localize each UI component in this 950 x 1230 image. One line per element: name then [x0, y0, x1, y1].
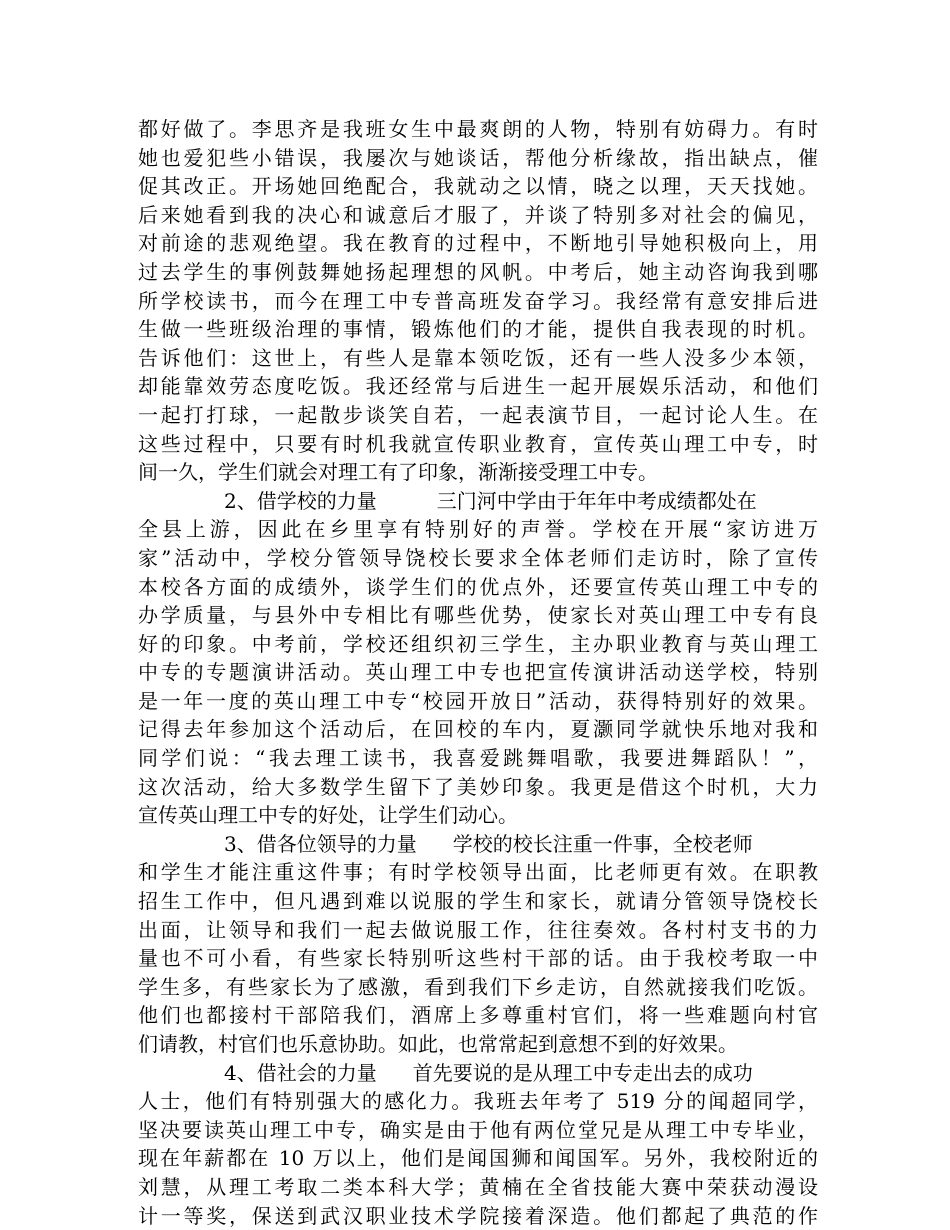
text-line: 却能靠效劳态度吃饭。我还经常与后进生一起开展娱乐活动，和他们 — [138, 374, 818, 399]
text-line: 计一等奖，保送到武汉职业技术学院接着深造。他们都起了典范的作 — [138, 1203, 818, 1228]
text-line: 他们也都接村干部陪我们，酒席上多尊重村官们，将一些难题向村官 — [138, 1003, 818, 1028]
section-first-line: 首先要说的是从理工中专走出去的成功 — [412, 1060, 753, 1085]
section-2 — [138, 487, 818, 830]
text-line: 出面，让领导和我们一起去做说服工作，往往奏效。各村村支书的力 — [138, 917, 818, 942]
text-line: 同学们说：“我去理工读书，我喜爱跳舞唱歌，我要进舞蹈队！”， — [138, 746, 818, 771]
text-line: 中专的专题演讲活动。英山理工中专也把宣传演讲活动送学校，特别 — [138, 660, 818, 685]
text-line: 记得去年参加这个活动后，在回校的车内，夏灏同学就快乐地对我和 — [138, 717, 818, 742]
section-heading: 2、借学校的力量 — [224, 488, 377, 513]
text-line: 间一久，学生们就会对理工有了印象，渐渐接受理工中专。 — [138, 460, 658, 485]
text-line: 这次活动，给大多数学生留下了美妙印象。我更是借这个时机，大力 — [138, 774, 818, 799]
text-line: 招生工作中，但凡遇到难以说服的学生和家长，就请分管领导饶校长 — [138, 889, 818, 914]
section-heading-line — [138, 487, 818, 516]
text-line: 学生多，有些家长为了感激，看到我们下乡走访，自然就接我们吃饭。 — [138, 974, 818, 999]
text-line: 办学质量，与县外中专相比有哪些优势，使家长对英山理工中专有良 — [138, 603, 818, 628]
text-line: 后来她看到我的决心和诚意后才服了，并谈了特别多对社会的偏见， — [138, 202, 818, 227]
text-line: 宣传英山理工中专的好处，让学生们动心。 — [138, 803, 518, 828]
section-4 — [138, 1059, 818, 1230]
section-heading: 4、借社会的力量 — [224, 1060, 377, 1085]
text-line: 促其改正。开场她回绝配合，我就动之以情，晓之以理，天天找她。 — [138, 174, 818, 199]
text-line: 全县上游，因此在乡里享有特别好的声誉。学校在开展“家访进万 — [138, 517, 818, 542]
text-line: 她也爱犯些小错误，我屡次与她谈话，帮他分析缘故，指出缺点，催 — [138, 145, 818, 170]
text-line: 生做一些班级治理的事情，锻炼他们的才能，提供自我表现的时机。 — [138, 317, 818, 342]
section-first-line: 学校的校长注重一件事，全校老师 — [452, 831, 753, 856]
text-line: 这些过程中，只要有时机我就宣传职业教育，宣传英山理工中专，时 — [138, 431, 818, 456]
section-first-line: 三门河中学由于年年中考成绩都处在 — [436, 488, 757, 513]
text-line: 们请教，村官们也乐意协助。如此，也常常起到意想不到的好效果。 — [138, 1032, 738, 1056]
text-line: 量也不可小看，有些家长特别听这些村干部的话。由于我校考取一中 — [138, 946, 818, 971]
paragraph-1 — [138, 115, 818, 487]
text-line: 是一年一度的英山理工中专“校园开放日”活动，获得特别好的效果。 — [138, 688, 818, 713]
text-line: 家”活动中，学校分管领导饶校长要求全体老师们走访时，除了宣传 — [138, 545, 818, 570]
text-line: 人士，他们有特别强大的感化力。我班去年考了 519 分的闻超同学， — [138, 1089, 818, 1114]
section-heading-line — [138, 1059, 818, 1088]
text-line: 一起打打球，一起散步谈笑自若，一起表演节目，一起讨论人生。在 — [138, 402, 818, 427]
text-line: 现在年薪都在 10 万以上，他们是闻国狮和闻国军。另外，我校附近的 — [138, 1146, 818, 1171]
text-line: 所学校读书，而今在理工中专普高班发奋学习。我经常有意安排后进 — [138, 288, 818, 313]
text-line: 坚决要读英山理工中专，确实是由于他有两位堂兄是从理工中专毕业， — [138, 1117, 818, 1142]
text-line: 过去学生的事例鼓舞她扬起理想的风帆。中考后，她主动咨询我到哪 — [138, 259, 818, 284]
text-line: 都好做了。李思齐是我班女生中最爽朗的人物，特别有妨碍力。有时 — [138, 117, 818, 141]
text-line: 好的印象。中考前，学校还组织初三学生，主办职业教育与英山理工 — [138, 631, 818, 656]
text-line: 和学生才能注重这件事；有时学校领导出面，比老师更有效。在职教 — [138, 860, 818, 885]
section-heading-line — [138, 830, 818, 859]
text-line: 告诉他们：这世上，有些人是靠本领吃饭，还有一些人没多少本领， — [138, 345, 818, 370]
text-line: 本校各方面的成绩外，谈学生们的优点外，还要宣传英山理工中专的 — [138, 574, 818, 599]
section-3 — [138, 830, 818, 1059]
text-line: 刘慧，从理工考取二类本科大学；黄楠在全省技能大赛中荣获动漫设 — [138, 1174, 818, 1199]
text-line: 对前途的悲观绝望。我在教育的过程中，不断地引导她积极向上，用 — [138, 231, 818, 256]
document-page — [138, 115, 818, 1230]
section-heading: 3、借各位领导的力量 — [224, 831, 417, 856]
